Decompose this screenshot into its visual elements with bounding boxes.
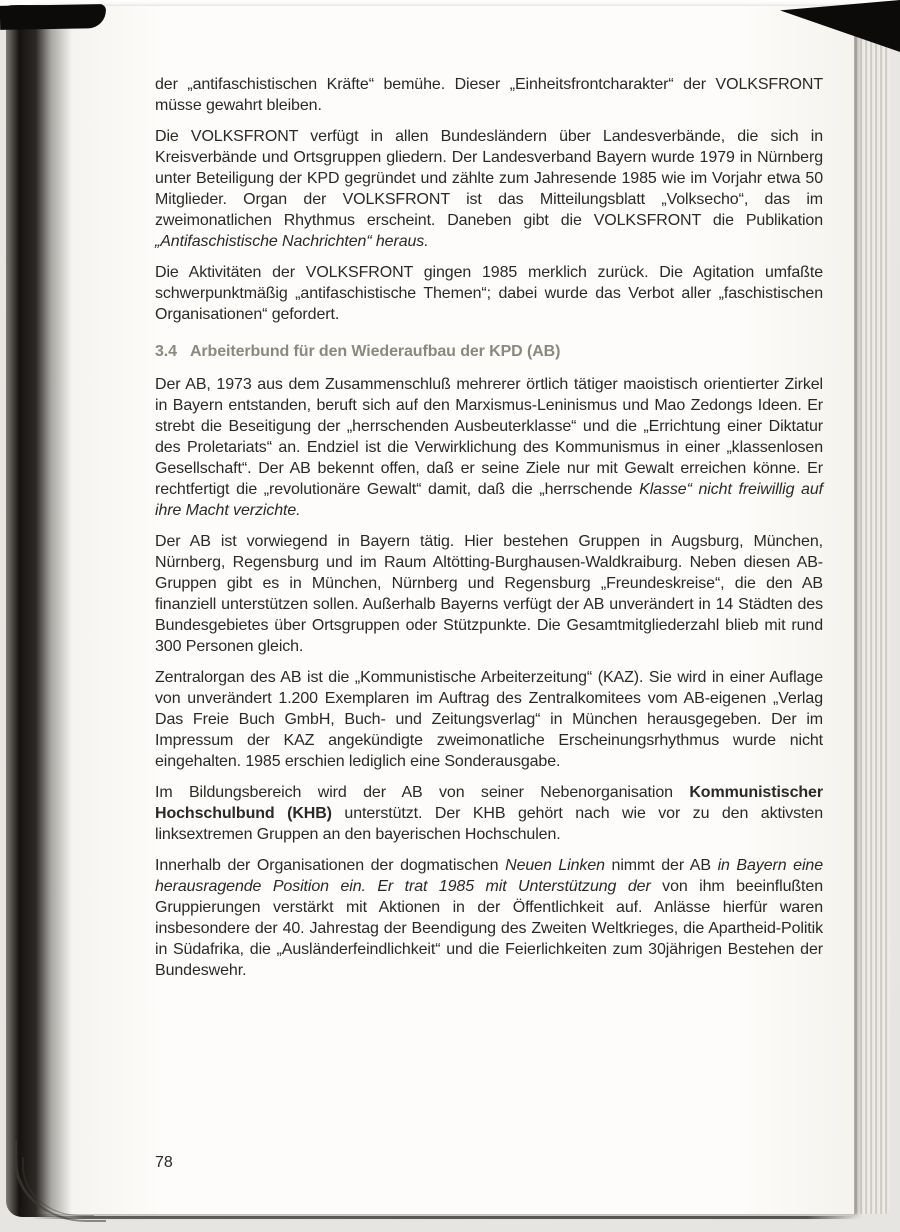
paragraph-volksfront-structure [155,126,823,252]
paragraph-ab-kaz [155,667,823,772]
page-content [155,74,823,991]
paragraph-volksfront-intro [155,74,823,116]
publication-title-italic: „Antifaschistische Nachrichten“ heraus. [155,233,429,250]
scanned-page [30,6,855,1214]
paragraph-text: Im Bildungsbereich wird der AB von seiner Nebenorganisation [155,784,690,801]
paragraph-text: unterstützt. Der KHB gehört nach wie vor zu den aktivsten linksextremen Gruppen an den bayerischen Hochschulen. [155,805,824,843]
paragraph-text: Innerhalb der Organisationen der dogmatischen [155,857,506,874]
paragraph-volksfront-activities [155,262,823,325]
paragraph-text: Der AB ist vorwiegend in Bayern tätig. Hier bestehen Gruppen in Augsburg, München, Nürnberg, Regensburg und im Raum Altötting-Burghausen-Waldkraiburg. Neben diesen AB-Gruppen gibt es in München, Nürnberg und Regensburg „Freundeskreise“, die den AB finanziell unterstützen sollen. Außerhalb Bayerns verfügt der AB unverändert in 14 Städten des Bundesgebietes über Ortsgruppen oder Stützpunkte. Die Gesamtmitgliederzahl blieb mit rund 300 Personen gleich. [155,533,823,655]
paragraph-text: der „antifaschistischen Kräfte“ bemühe. Dieser „Einheitsfrontcharakter“ der VOLKSFRONT müsse gewahrt bleiben. [155,76,823,114]
paragraph-text: Der AB, 1973 aus dem Zusammenschluß mehrerer örtlich tätiger maoistisch orientierter Zirkel in Bayern entstanden, beruft sich auf den Marxismus-Leninismus und Mao Zedongs Ideen. Er strebt die Beseitigung der „herrschenden Ausbeuterklasse“ und die „Errichtung einer Diktatur des Proletariats“ an. Endziel ist die Verwirklichung des Kommunismus in einer „klassenlosen Gesellschaft“. Der AB bekennt offen, daß er seine Ziele nur mit Gewalt erreichen könne. Er rechtfertigt die „revolutionäre Gewalt“ damit, daß die „herrschende [155,376,823,498]
term-italic: Neuen Linken [505,857,605,874]
section-number: 3.4 [155,343,177,360]
page-stack-edge [852,8,890,1214]
section-title: Arbeiterbund für den Wiederaufbau der KPD (AB) [189,343,561,360]
scan-bottom-edge [34,1216,856,1219]
paragraph-text: Zentralorgan des AB ist die „Kommunistische Arbeiterzeitung“ (KAZ). Sie wird in einer Auflage von unverändert 1.200 Exemplaren im Auftrag des Zentralkomitees vom AB-eigenen „Verlag Das Freie Buch GmbH, Buch- und Zeitungsverlag“ in München herausgegeben. Der im Impressum der KAZ angekündigte zweimonatliche Erscheinungsrhythmus wurde nicht eingehalten. 1985 erschien lediglich eine Sonderausgabe. [155,669,823,770]
paragraph-ab-origin [155,374,823,521]
phrase-italic: in Bayern eine herausragende Position ein. Er trat 1985 mit Unterstützung der [155,857,824,895]
section-heading [155,341,823,362]
scan-artifact-top-left [0,4,106,30]
paragraph-ab-position [155,855,823,981]
organisation-name-bold: Kommunistischer Hochschulbund (KHB) [155,784,823,822]
page-number: 78 [155,1154,173,1171]
quote-italic: Klasse“ nicht freiwillig auf ihre Macht verzichte. [155,481,824,519]
paragraph-text: Die Aktivitäten der VOLKSFRONT gingen 1985 merklich zurück. Die Agitation umfaßte schwerpunktmäßig „antifaschistische Themen“; dabei wurde das Verbot aller „faschistischen Organisationen“ gefordert. [155,264,823,323]
book-spine-shadow [6,5,72,1217]
paragraph-ab-khb [155,782,823,845]
paragraph-ab-groups [155,531,823,657]
paragraph-text: nimmt der AB [604,857,718,874]
paragraph-text: von ihm beeinflußten Gruppierungen verstärkt mit Aktionen in der Öffentlichkeit auf. Anlässe hierfür waren insbesondere der 40. Jahrestag der Beendigung des Zweiten Weltkrieges, die Apartheid-Politik in Südafrika, die „Ausländerfeindlichkeit“ und die Feierlichkeiten zum 30jährigen Bestehen der Bundeswehr. [155,878,823,979]
paragraph-text: Die VOLKSFRONT verfügt in allen Bundesländern über Landesverbände, die sich in Kreisverbände und Ortsgruppen gliedern. Der Landesverband Bayern wurde 1979 in Nürnberg unter Beteiligung der KPD gegründet und zählte zum Jahresende 1985 wie im Vorjahr etwa 50 Mitglieder. Organ der VOLKSFRONT ist das Mitteilungsblatt „Volksecho“, das im zweimonatlichen Rhythmus erscheint. Daneben gibt die VOLKSFRONT die Publikation [155,128,823,229]
